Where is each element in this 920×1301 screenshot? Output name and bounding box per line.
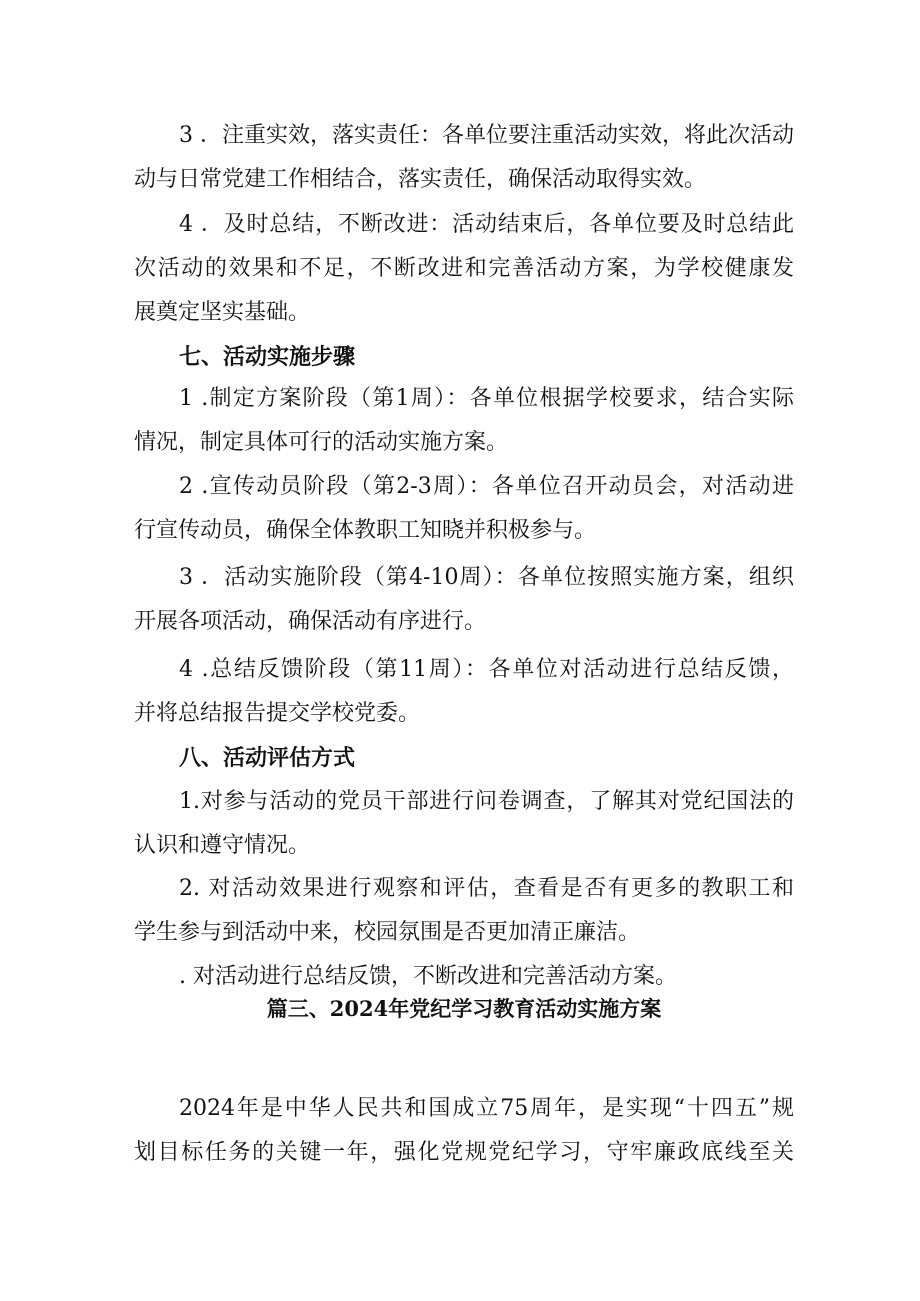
paragraph-line: 2 .宣传动员阶段（第2-3周）：各单位召开动员会，对活动进 bbox=[179, 474, 794, 499]
paragraph-line: 3 ．活动实施阶段（第4-10周）：各单位按照实施方案，组织 bbox=[179, 565, 794, 590]
paragraph-line: . 对活动进行总结反馈，不断改进和完善活动方案。 bbox=[179, 964, 677, 989]
paragraph-line: 展奠定坚实基础。 bbox=[134, 300, 311, 325]
paragraph-line: 3 ．注重实效，落实责任：各单位要注重活动实效，将此次活动 bbox=[179, 123, 794, 148]
paragraph-line: 4 .总结反馈阶段（第11周）：各单位对活动进行总结反馈， bbox=[179, 657, 794, 682]
paragraph-line: 2. 对活动效果进行观察和评估，查看是否有更多的教职工和 bbox=[179, 876, 794, 901]
section-heading: 八、活动评估方式 bbox=[179, 745, 356, 771]
article-title: 篇三、2024年党纪学习教育活动实施方案 bbox=[266, 996, 662, 1021]
paragraph-line: 开展各项活动，确保活动有序进行。 bbox=[134, 609, 487, 634]
paragraph-line: 动与日常党建工作相结合，落实责任，确保活动取得实效。 bbox=[134, 167, 707, 192]
paragraph-line: 学生参与到活动中来，校园氛围是否更加清正廉洁。 bbox=[134, 920, 641, 945]
paragraph-line: 4 ．及时总结，不断改进：活动结束后，各单位要及时总结此 bbox=[179, 212, 794, 237]
paragraph-line: 行宣传动员，确保全体教职工知晓并积极参与。 bbox=[134, 518, 597, 543]
paragraph-line: 1.对参与活动的党员干部进行问卷调查，了解其对党纪国法的 bbox=[179, 789, 794, 814]
paragraph-line: 次活动的效果和不足，不断改进和完善活动方案，为学校健康发 bbox=[134, 256, 794, 281]
paragraph-line: 1 .制定方案阶段（第1周）：各单位根据学校要求，结合实际 bbox=[179, 386, 794, 411]
paragraph-line: 认识和遵守情况。 bbox=[134, 833, 311, 858]
paragraph-line: 2024年是中华人民共和国成立75周年，是实现“十四五”规 bbox=[179, 1096, 794, 1121]
paragraph-line: 情况，制定具体可行的活动实施方案。 bbox=[134, 430, 509, 455]
paragraph-line: 并将总结报告提交学校党委。 bbox=[134, 701, 421, 726]
section-heading: 七、活动实施步骤 bbox=[179, 344, 356, 370]
paragraph-line: 划目标任务的关键一年，强化党规党纪学习，守牢廉政底线至关 bbox=[134, 1140, 794, 1165]
